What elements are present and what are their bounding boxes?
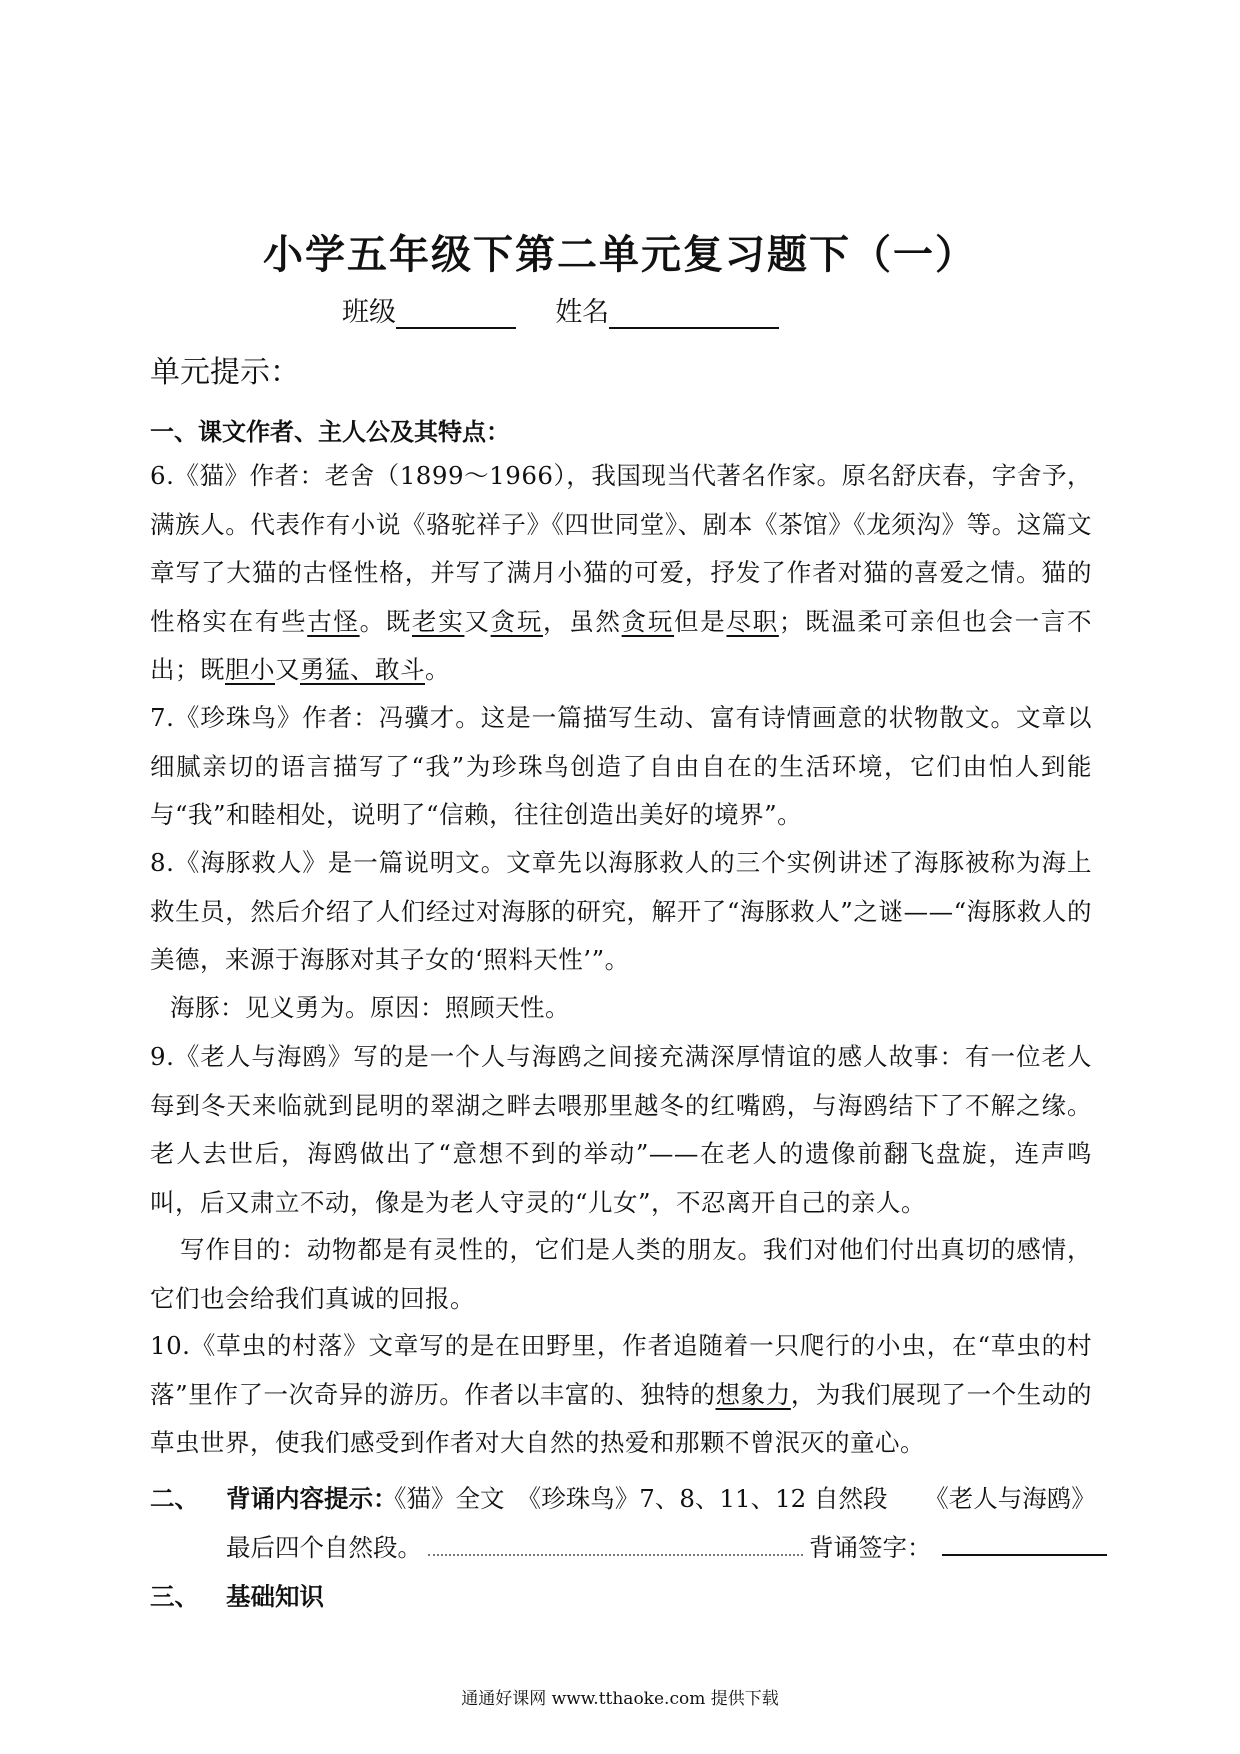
recitation-sign-label: 背诵签字： (809, 1533, 932, 1562)
cat-underline-1: 古怪 (307, 606, 360, 636)
insect-underline: 想象力 (715, 1379, 791, 1409)
section-three-label: 基础知识 (226, 1582, 324, 1611)
paragraph-old-man-seagull: 9.《老人与海鸥》写的是一个人与海鸥之间接充满深厚情谊的感人故事：有一位老人每到冬天来临就到昆明的翠湖之畔去喂那里越冬的红嘴鸥，与海鸥结下了不解之缘。老人去世后，海鸥做出了“意想不到的举动”——在老人的遗像前翻飞盘旋，连声鸣叫，后又肃立不动，像是为老人守灵的“儿女”，不忍离开自己的亲人。 (150, 1042, 1092, 1217)
cat-text-f: ；既温柔可亲但也会一言不出；既 (150, 606, 1093, 684)
cat-underline-6: 胆小 (225, 655, 275, 684)
paragraph-dolphin-summary: 海豚：见义勇为。原因：照顾天性。 (170, 993, 570, 1022)
unit-hint-heading: 单元提示： (150, 355, 300, 390)
section-one-heading: 一、课文作者、主人公及其特点： (150, 418, 510, 446)
paragraph-writing-purpose: 写作目的：动物都是有灵性的，它们是人类的朋友。我们对他们付出真切的感情，它们也会给我们真诚的回报。 (150, 1235, 1092, 1313)
cat-text-b: 。既 (359, 606, 413, 636)
paragraph-insect-village (150, 1322, 1092, 1468)
cat-text-a: 6.《猫》作者：老舍（1899～1966），我国现当代著名作家。原名舒庆春，字舍予，满族人。代表作有小说《骆驼祥子》《四世同堂》、剧本《茶馆》《龙须沟》等。这篇文章写了大猫的古怪性格，并写了满月小猫的可爱，抒发了作者对猫的喜爱之情。猫的性格实在有些 (150, 461, 1092, 636)
recitation-line-two (226, 1529, 1107, 1564)
insect-text-b: ，为我们展现了一个生动的草虫世界，使我们感受到作者对大自然的热爱和那颗不曾泯灭的童心。 (150, 1379, 1093, 1457)
class-label: 班级 (342, 297, 396, 328)
class-blank[interactable] (396, 301, 516, 329)
section-three-number: 三、 (150, 1582, 199, 1611)
section-two-number: 二、 (150, 1484, 199, 1513)
class-name-line (342, 290, 779, 329)
insect-text-a: 10.《草虫的村落》文章写的是在田野里，作者追随着一只爬行的小虫，在“草虫的村落”里作了一次奇异的游历。作者以丰富的、独特的 (150, 1331, 1092, 1409)
cat-text-d: ，虽然 (543, 606, 622, 636)
cat-underline-4: 贪玩 (621, 606, 675, 636)
cat-text-e: 但是 (674, 606, 727, 636)
cat-underline-2: 老实 (412, 606, 465, 636)
paragraph-pearl-bird: 7.《珍珠鸟》作者：冯骥才。这是一篇描写生动、富有诗情画意的状物散文。文章以细腻亲切的语言描写了“我”为珍珠鸟创造了自由自在的生活环境，它们由怕人到能与“我”和睦相处，说明了“信赖，往往创造出美好的境界”。 (150, 703, 1092, 829)
signature-blank[interactable] (942, 1534, 1107, 1556)
name-label: 姓名 (555, 297, 610, 328)
recitation-content: 《猫》全文 《珍珠鸟》7、8、11、12 自然段 《老人与海鸥》 (382, 1484, 1096, 1513)
dotted-leader (428, 1534, 803, 1556)
recitation-last-paragraphs: 最后四个自然段。 (226, 1533, 422, 1562)
paragraph-cat (150, 452, 1092, 695)
section-two-label: 背诵内容提示： (226, 1484, 398, 1513)
cat-underline-3: 贪玩 (490, 606, 544, 636)
cat-text-c: 又 (464, 606, 491, 636)
footer-watermark: 通通好课网 www.tthaoke.com 提供下载 (461, 1689, 779, 1709)
cat-text-g: 又 (275, 655, 300, 684)
name-blank[interactable] (609, 301, 779, 329)
page-title: 小学五年级下第二单元复习题下（一） (263, 232, 977, 278)
cat-underline-7: 勇猛、敢斗 (300, 655, 425, 684)
paragraph-dolphin: 8.《海豚救人》是一篇说明文。文章先以海豚救人的三个实例讲述了海豚被称为海上救生员，然后介绍了人们经过对海豚的研究，解开了“海豚救人”之谜——“海豚救人的美德，来源于海豚对其子女的‘照料天性’”。 (150, 848, 1092, 974)
cat-text-h: 。 (425, 655, 450, 684)
cat-underline-5: 尽职 (726, 606, 779, 636)
